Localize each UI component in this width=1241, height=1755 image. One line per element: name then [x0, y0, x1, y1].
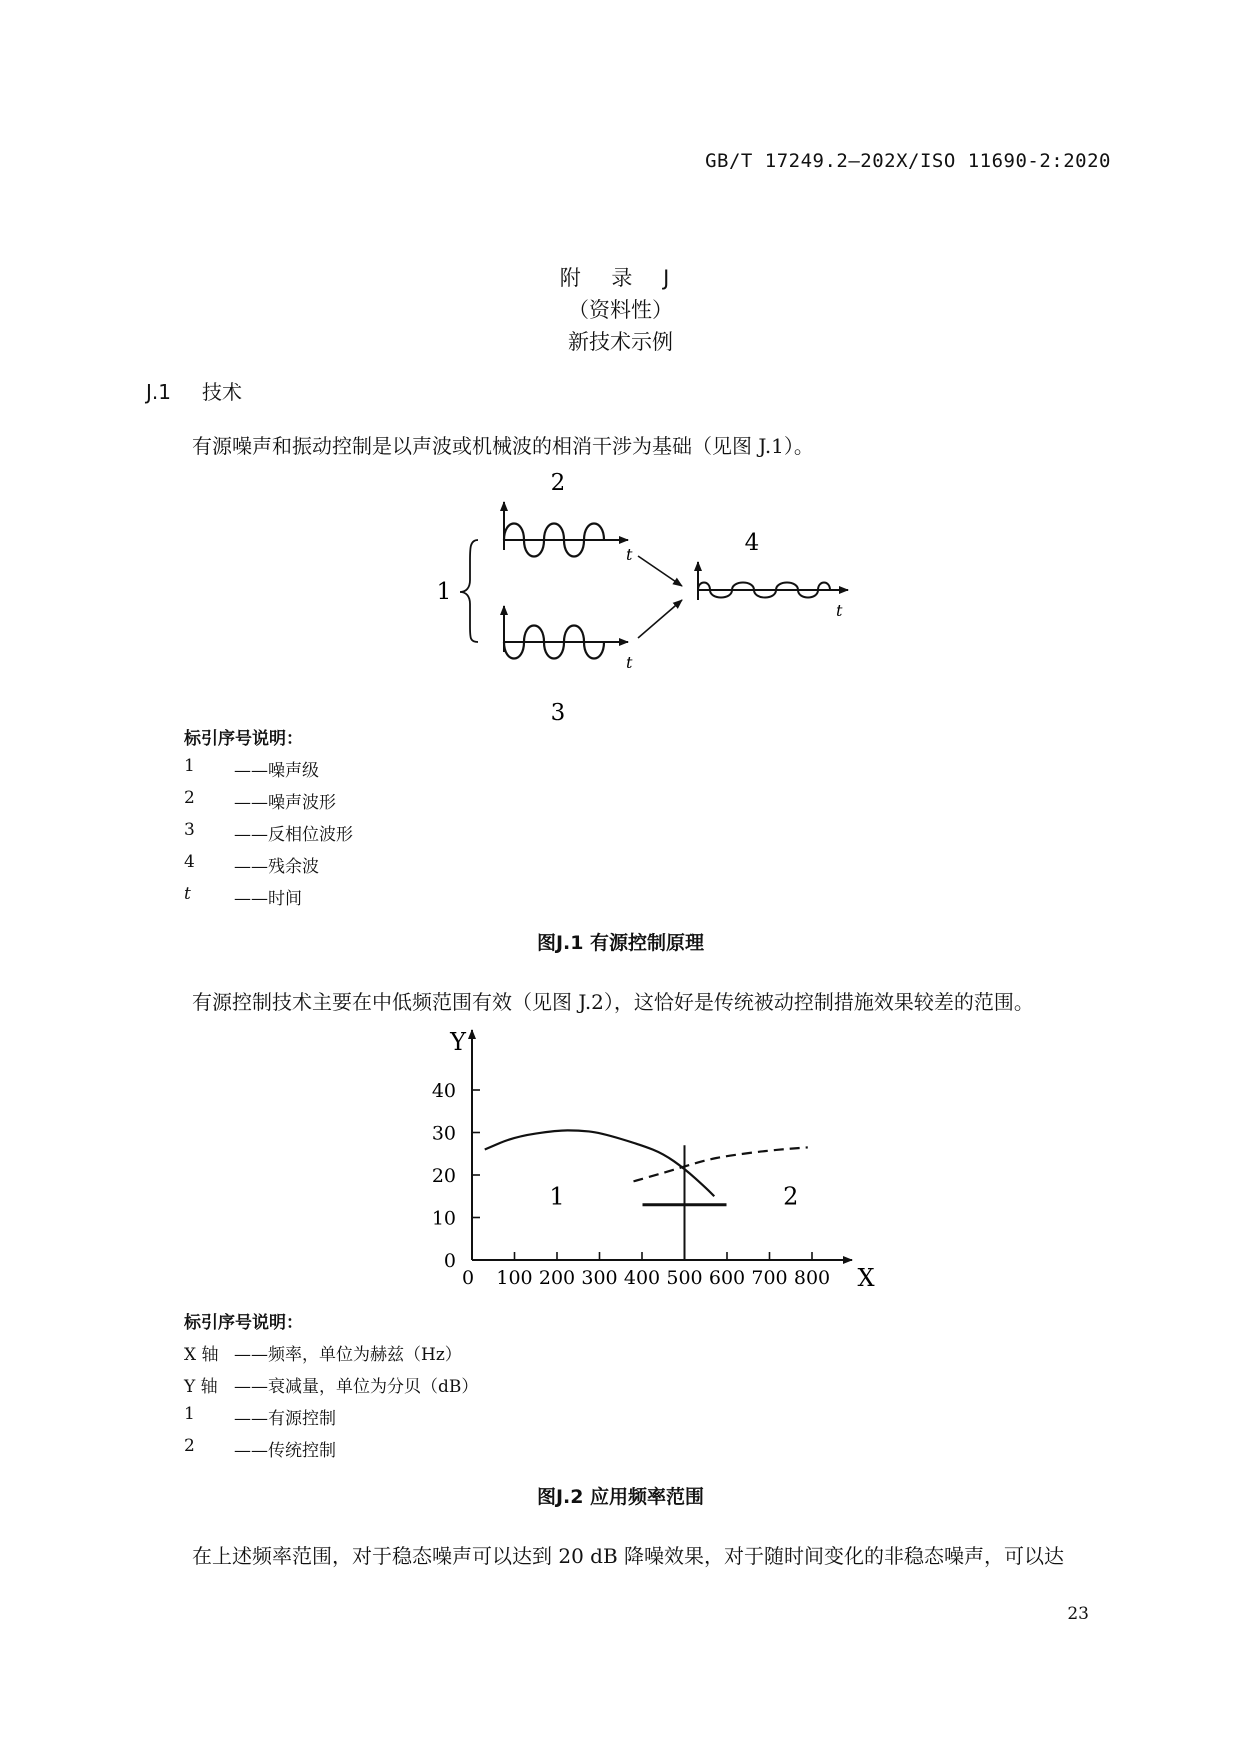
fig1-key-row: 4 ——残余波 — [184, 852, 319, 877]
anti-phase-waveform — [504, 606, 628, 659]
fig1-label-4: 4 — [744, 530, 760, 556]
fig1-key-row: t ——时间 — [184, 884, 302, 909]
fig1-key-row: 1 ——噪声级 — [184, 756, 319, 781]
fig1-t-top: t — [626, 545, 633, 564]
y-tick-label: 40 — [431, 1080, 456, 1102]
y-tick-label: 30 — [431, 1122, 456, 1145]
x-tick-label: 700 — [751, 1267, 788, 1289]
x-axis-label: X — [857, 1264, 875, 1292]
paragraph-2: 有源控制技术主要在中低频范围有效（见图 J.2），这恰好是传统被动控制措施效果较差的范围。 — [192, 990, 1034, 1014]
y-tick-label: 10 — [431, 1207, 456, 1230]
x-tick-label: 0 — [461, 1267, 475, 1289]
page-number: 23 — [1067, 1604, 1089, 1624]
figure-j2-caption: 图J.2 应用频率范围 — [536, 1486, 705, 1508]
arrow-top — [638, 556, 682, 586]
fig1-label-3: 3 — [550, 700, 566, 724]
x-tick-label: 600 — [708, 1267, 746, 1289]
fig2-key-row: 1 ——有源控制 — [184, 1404, 336, 1429]
fig1-key-title: 标引序号说明： — [184, 729, 303, 749]
fig1-label-1: 1 — [436, 579, 452, 605]
x-tick-label: 200 — [538, 1267, 576, 1289]
annex-nature: （资料性） — [568, 298, 673, 322]
y-tick-label: 20 — [431, 1165, 456, 1187]
fig2-key-title: 标引序号说明： — [184, 1313, 303, 1333]
x-tick-label: 400 — [623, 1267, 661, 1289]
x-tick-label: 800 — [793, 1267, 831, 1289]
paragraph-1: 有源噪声和振动控制是以声波或机械波的相消干涉为基础（见图 J.1）。 — [192, 434, 814, 458]
fig1-t-right: t — [836, 601, 843, 620]
figure-j2-chart — [420, 1020, 890, 1300]
figure-j1-caption: 图J.1 有源控制原理 — [536, 932, 705, 954]
fig2-key-row: Y 轴 ——衰减量，单位为分贝（dB） — [184, 1377, 479, 1397]
fig2-key-row: X 轴 ——频率，单位为赫兹（Hz） — [184, 1345, 462, 1365]
region-label-2: 2 — [783, 1182, 799, 1211]
annex-title: 附 录 J — [559, 266, 682, 290]
fig1-key-row: 3 ——反相位波形 — [184, 820, 353, 845]
fig1-label-2: 2 — [550, 470, 566, 496]
series-1-line — [485, 1130, 715, 1196]
paragraph-3: 在上述频率范围，对于稳态噪声可以达到 20 dB 降噪效果，对于随时间变化的非稳态噪声，可以达 — [192, 1544, 1065, 1568]
residual-waveform — [698, 562, 848, 600]
bracket — [460, 540, 478, 642]
figure-j1-diagram — [430, 468, 870, 724]
arrow-bottom — [638, 600, 682, 638]
fig2-key-row: 2 ——传统控制 — [184, 1436, 336, 1461]
x-tick-label: 100 — [496, 1267, 533, 1289]
x-tick-label: 500 — [666, 1267, 703, 1289]
section-title: 技术 — [202, 380, 242, 404]
annex-subject: 新技术示例 — [568, 330, 673, 354]
region-label-1: 1 — [549, 1182, 565, 1211]
noise-waveform — [504, 502, 628, 557]
standard-number: GB/T 17249.2—202X/ISO 11690-2:2020 — [705, 150, 1111, 172]
section-heading — [146, 376, 242, 405]
y-axis-label: Y — [450, 1028, 466, 1056]
fig1-t-bottom: t — [626, 653, 633, 672]
y-tick-label: 0 — [443, 1250, 456, 1272]
section-number: J.1 — [146, 380, 171, 404]
x-tick-label: 300 — [581, 1267, 618, 1289]
fig1-key-row: 2 ——噪声波形 — [184, 788, 336, 813]
